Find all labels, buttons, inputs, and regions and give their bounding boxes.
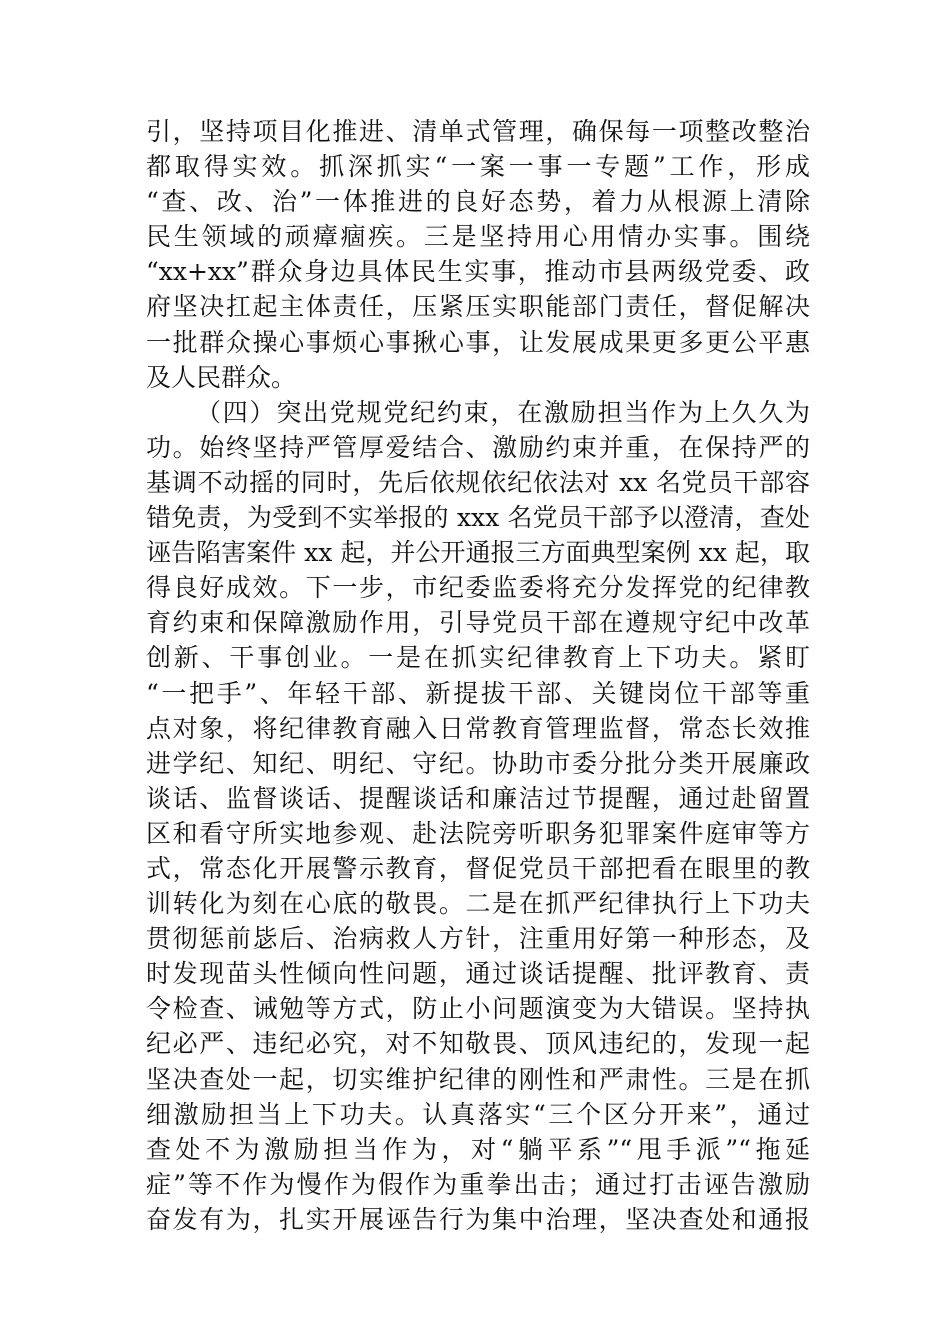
- text-line: 查处不为激励担当作为，对“躺平系”“甩手派”“拖延: [146, 1134, 810, 1164]
- text-line: 基调不动摇的同时，先后依规依纪依法对 xx 名党员干部容: [146, 467, 810, 497]
- text-line: 创新、干事创业。一是在抓实纪律教育上下功夫。紧盯: [146, 643, 810, 673]
- text-line: 式，常态化开展警示教育，督促党员干部把看在眼里的教: [146, 853, 810, 883]
- text-line: 及人民群众。: [146, 362, 297, 392]
- text-line: 坚决查处一起，切实维护纪律的刚性和严肃性。三是在抓: [146, 1064, 810, 1094]
- text-line: 奋发有为，扎实开展诬告行为集中治理，坚决查处和通报: [146, 1204, 810, 1234]
- text-line: 纪必严、违纪必究，对不知敬畏、顶风违纪的，发现一起: [146, 1029, 810, 1059]
- text-line: 一批群众操心事烦心事揪心事，让发展成果更多更公平惠: [146, 327, 810, 357]
- text-line: 诬告陷害案件 xx 起，并公开通报三方面典型案例 xx 起，取: [146, 538, 810, 568]
- text-line: 症”等不作为慢作为假作为重拳出击；通过打击诬告激励: [146, 1169, 810, 1199]
- text-line: “查、改、治”一体推进的良好态势，着力从根源上清除: [146, 187, 810, 217]
- text-line: 点对象，将纪律教育融入日常教育管理监督，常态长效推: [146, 713, 810, 743]
- text-line: 功。始终坚持严管厚爱结合、激励约束并重，在保持严的: [146, 432, 810, 462]
- text-line: “xx+xx”群众身边具体民生实事，推动市县两级党委、政: [146, 257, 810, 287]
- text-line: 育约束和保障激励作用，引导党员干部在遵规守纪中改革: [146, 608, 810, 638]
- text-line: 贯彻惩前毖后、治病救人方针，注重用好第一种形态，及: [146, 924, 810, 954]
- text-line: 进学纪、知纪、明纪、守纪。协助市委分批分类开展廉政: [146, 748, 810, 778]
- text-line: 训转化为刻在心底的敬畏。二是在抓严纪律执行上下功夫: [146, 889, 810, 919]
- text-line: 引，坚持项目化推进、清单式管理，确保每一项整改整治: [146, 117, 810, 146]
- text-line: 谈话、监督谈话、提醒谈话和廉洁过节提醒，通过赴留置: [146, 783, 810, 813]
- text-line: 得良好成效。下一步，市纪委监委将充分发挥党的纪律教: [146, 573, 810, 603]
- body-text: [146, 114, 810, 1237]
- text-line: 时发现苗头性倾向性问题，通过谈话提醒、批评教育、责: [146, 959, 810, 989]
- text-line: “一把手”、年轻干部、新提拔干部、关键岗位干部等重: [146, 678, 810, 708]
- text-line: 都取得实效。抓深抓实“一案一事一专题”工作，形成: [146, 152, 810, 182]
- text-line: 错免责，为受到不实举报的 xxx 名党员干部予以澄清，查处: [146, 503, 810, 533]
- section-heading-line: （四）突出党规党纪约束，在激励担当作为上久久为: [196, 397, 810, 427]
- text-line: 民生领域的顽瘴痼疾。三是坚持用心用情办实事。围绕: [146, 222, 810, 252]
- text-line: 府坚决扛起主体责任，压紧压实职能部门责任，督促解决: [146, 292, 810, 322]
- text-line: 令检查、诫勉等方式，防止小问题演变为大错误。坚持执: [146, 994, 810, 1024]
- text-line: 细激励担当上下功夫。认真落实“三个区分开来”，通过: [146, 1099, 810, 1129]
- text-line: 区和看守所实地参观、赴法院旁听职务犯罪案件庭审等方: [146, 818, 810, 848]
